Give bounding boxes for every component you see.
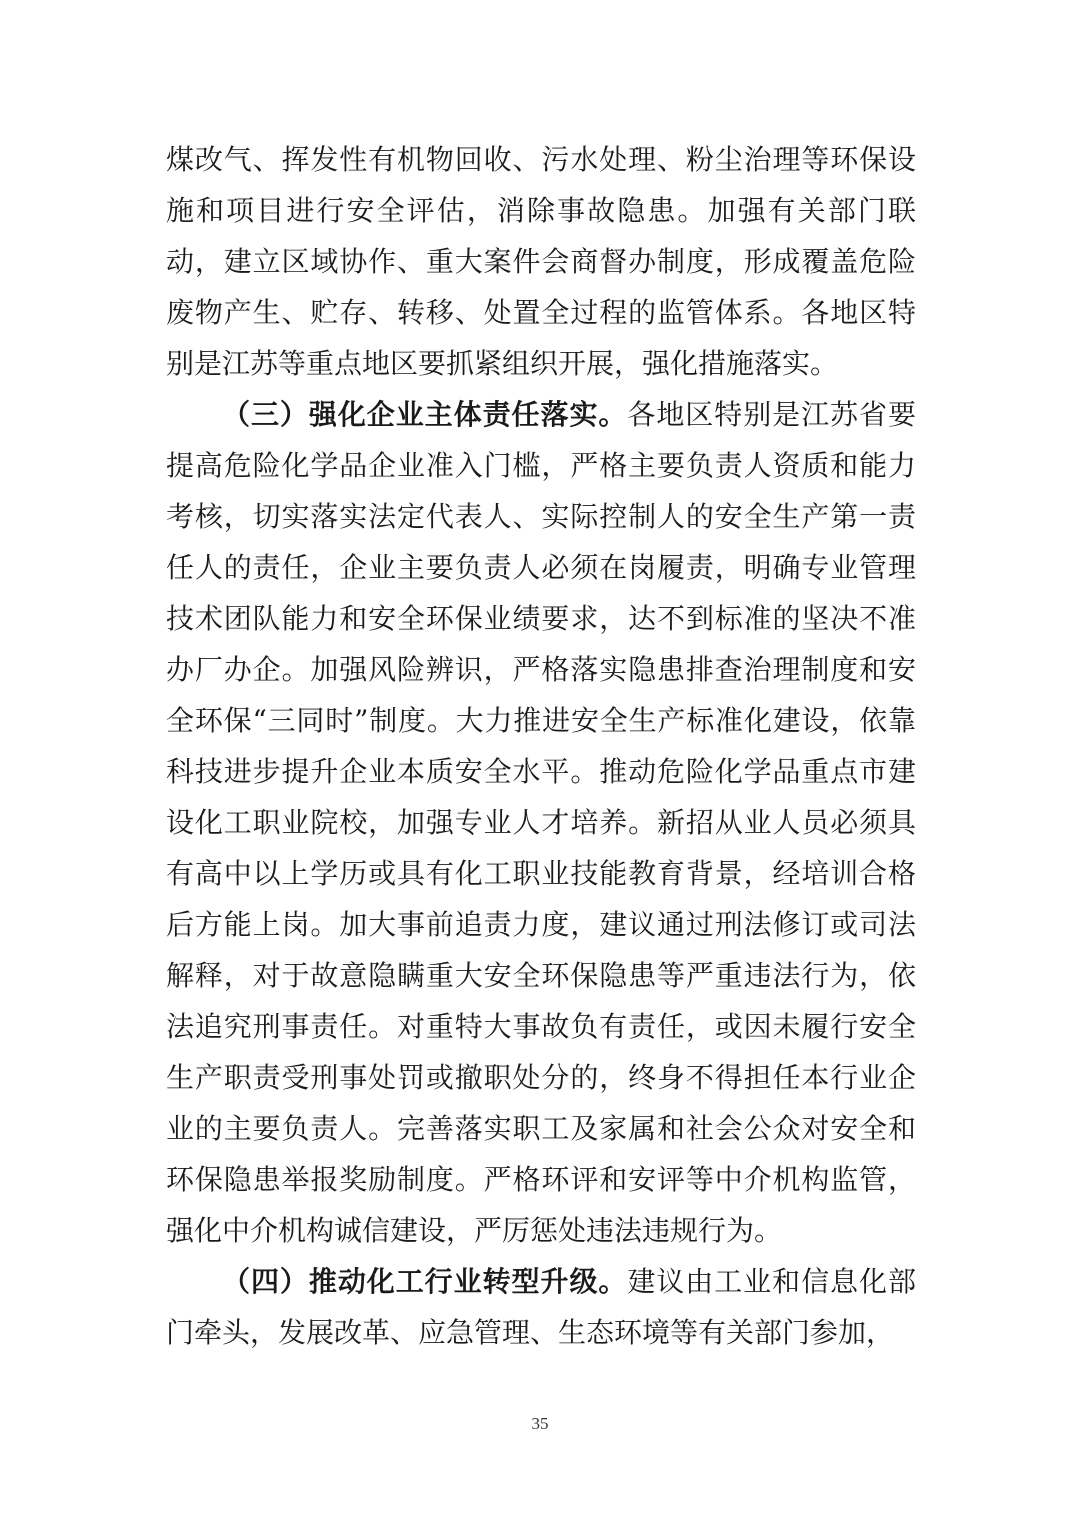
paragraph-text: 煤改气、挥发性有机物回收、污水处理、粉尘治理等环保设施和项目进行安全评估，消除事故隐患。加强有关部门联动，建立区域协作、重大案件会商督办制度，形成覆盖危险废物产生、贮存、转移、处置全过程的监管体系。各地区特别是江苏等重点地区要抓紧组织开展，强化措施落实。 xyxy=(166,143,916,380)
paragraph-continued xyxy=(166,134,916,389)
paragraph-section-3 xyxy=(166,389,916,1256)
paragraph-text: 各地区特别是江苏省要提高危险化学品企业准入门槛，严格主要负责人资质和能力考核，切实落实法定代表人、实际控制人的安全生产第一责任人的责任，企业主要负责人必须在岗履责，明确专业管理技术团队能力和安全环保业绩要求，达不到标准的坚决不准办厂办企。加强风险辨识，严格落实隐患排查治理制度和安全环保“三同时”制度。大力推进安全生产标准化建设，依靠科技进步提升企业本质安全水平。推动危险化学品重点市建设化工职业院校，加强专业人才培养。新招从业人员必须具有高中以上学历或具有化工职业技能教育背景，经培训合格后方能上岗。加大事前追责力度，建议通过刑法修订或司法解释，对于故意隐瞒重大安全环保隐患等严重违法行为，依法追究刑事责任。对重特大事故负有责任，或因未履行安全生产职责受刑事处罚或撤职处分的，终身不得担任本行业企业的主要负责人。完善落实职工及家属和社会公众对安全和环保隐患举报奖励制度。严格环评和安评等中介机构监管，强化中介机构诚信建设，严厉惩处违法违规行为。 xyxy=(166,398,916,1247)
paragraph-text: 建议由工业和信息化部门牵头，发展改革、应急管理、生态环境等有关部门参加， xyxy=(166,1265,916,1349)
document-body xyxy=(166,134,916,1358)
section-heading-3: （三）强化企业主体责任落实。 xyxy=(222,398,628,431)
page-number: 35 xyxy=(531,1414,549,1433)
paragraph-section-4 xyxy=(166,1256,916,1358)
section-heading-4: （四）推动化工行业转型升级。 xyxy=(222,1265,628,1298)
